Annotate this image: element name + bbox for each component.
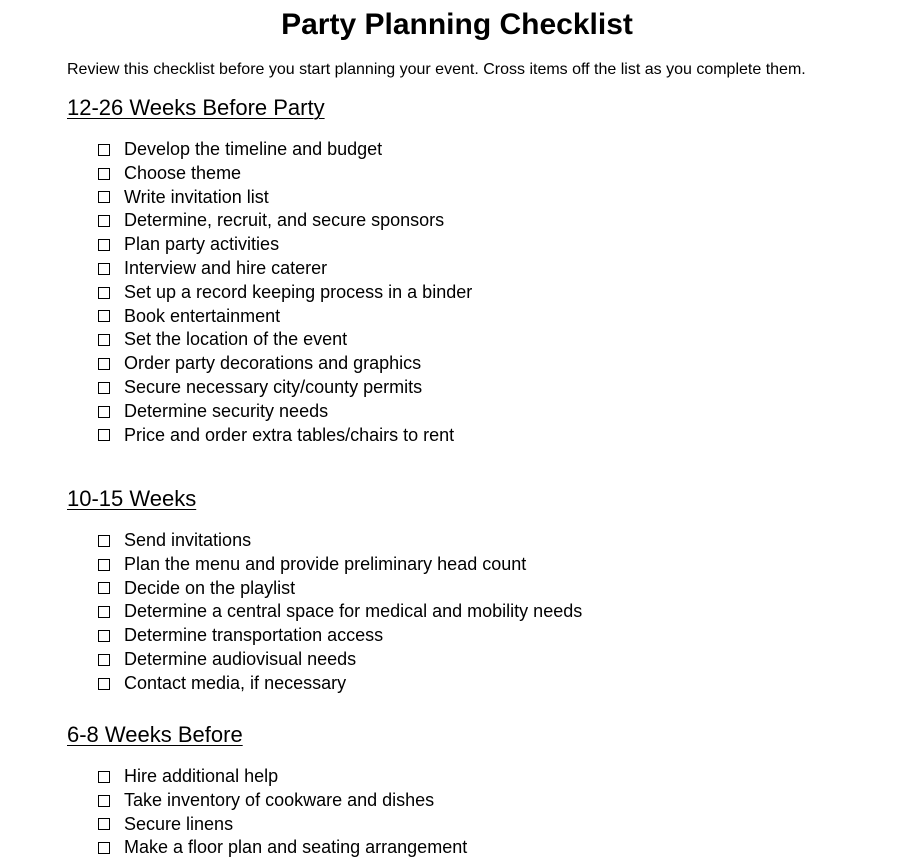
list-item (98, 281, 472, 305)
checkbox-icon[interactable] (98, 215, 110, 227)
list-item (98, 209, 472, 233)
checkbox-icon[interactable] (98, 406, 110, 418)
item-label: Book entertainment (124, 305, 281, 326)
list-item (98, 813, 467, 837)
list-item (98, 624, 582, 648)
checklist-6-8-weeks (98, 765, 467, 860)
item-label: Order party decorations and graphics (124, 353, 422, 374)
list-item (98, 577, 582, 601)
checkbox-icon[interactable] (98, 287, 110, 299)
checkbox-icon[interactable] (98, 263, 110, 275)
item-label: Secure linens (124, 813, 234, 834)
item-label: Send invitations (124, 530, 252, 550)
checkbox-icon[interactable] (98, 382, 110, 394)
item-label: Interview and hire caterer (124, 257, 328, 278)
item-label: Determine security needs (124, 400, 329, 421)
checkbox-icon[interactable] (98, 818, 110, 830)
checklist-12-26-weeks (98, 138, 472, 447)
list-item (98, 600, 582, 624)
checkbox-icon[interactable] (98, 771, 110, 783)
checkbox-icon[interactable] (98, 654, 110, 666)
checkbox-icon[interactable] (98, 358, 110, 370)
list-item (98, 424, 472, 448)
item-label: Plan the menu and provide preliminary head count (124, 553, 527, 574)
list-item (98, 789, 467, 813)
list-item (98, 257, 472, 281)
list-item (98, 305, 472, 329)
checkbox-icon[interactable] (98, 144, 110, 156)
item-label: Secure necessary city/county permits (124, 376, 423, 397)
page-title: Party Planning Checklist (281, 8, 633, 41)
list-item (98, 328, 472, 352)
list-item (98, 648, 582, 672)
list-item (98, 186, 472, 210)
checkbox-icon[interactable] (98, 582, 110, 594)
list-item (98, 162, 472, 186)
item-label: Write invitation list (124, 186, 269, 207)
list-item (98, 138, 472, 162)
item-label: Determine transportation access (124, 625, 384, 646)
item-label: Make a floor plan and seating arrangement (124, 837, 468, 858)
checklist-10-15-weeks (98, 529, 582, 696)
checkbox-icon[interactable] (98, 168, 110, 180)
list-item (98, 836, 467, 860)
item-label: Choose theme (124, 162, 242, 183)
checkbox-icon[interactable] (98, 606, 110, 618)
list-item (98, 400, 472, 424)
item-label: Contact media, if necessary (124, 672, 347, 693)
list-item (98, 233, 472, 257)
item-label: Determine audiovisual needs (124, 648, 357, 669)
list-item (98, 352, 472, 376)
checkbox-icon[interactable] (98, 239, 110, 251)
list-item (98, 553, 582, 577)
checkbox-icon[interactable] (98, 559, 110, 571)
item-label: Set the location of the event (124, 329, 348, 350)
list-item (98, 672, 582, 696)
list-item (98, 765, 467, 789)
list-item (98, 529, 582, 553)
item-label: Plan party activities (124, 234, 280, 255)
item-label: Decide on the playlist (124, 577, 296, 598)
item-label: Price and order extra tables/chairs to rent (124, 424, 455, 445)
checkbox-icon[interactable] (98, 678, 110, 690)
intro-text: Review this checklist before you start planning your event. Cross items off the list as you complete them. (67, 61, 806, 78)
checkbox-icon[interactable] (98, 191, 110, 203)
checkbox-icon[interactable] (98, 795, 110, 807)
checkbox-icon[interactable] (98, 429, 110, 441)
section-heading-10-15-weeks: 10-15 Weeks (67, 486, 197, 511)
item-label: Set up a record keeping process in a binder (124, 281, 473, 302)
checkbox-icon[interactable] (98, 310, 110, 322)
list-item (98, 376, 472, 400)
checkbox-icon[interactable] (98, 630, 110, 642)
item-label: Determine a central space for medical and mobility needs (124, 601, 583, 622)
section-heading-6-8-weeks: 6-8 Weeks Before (67, 722, 243, 747)
item-label: Develop the timeline and budget (124, 139, 383, 159)
item-label: Hire additional help (124, 766, 279, 786)
item-label: Determine, recruit, and secure sponsors (124, 210, 445, 231)
item-label: Take inventory of cookware and dishes (124, 789, 435, 810)
checkbox-icon[interactable] (98, 535, 110, 547)
checkbox-icon[interactable] (98, 842, 110, 854)
section-heading-12-26-weeks: 12-26 Weeks Before Party (67, 95, 325, 120)
checkbox-icon[interactable] (98, 334, 110, 346)
